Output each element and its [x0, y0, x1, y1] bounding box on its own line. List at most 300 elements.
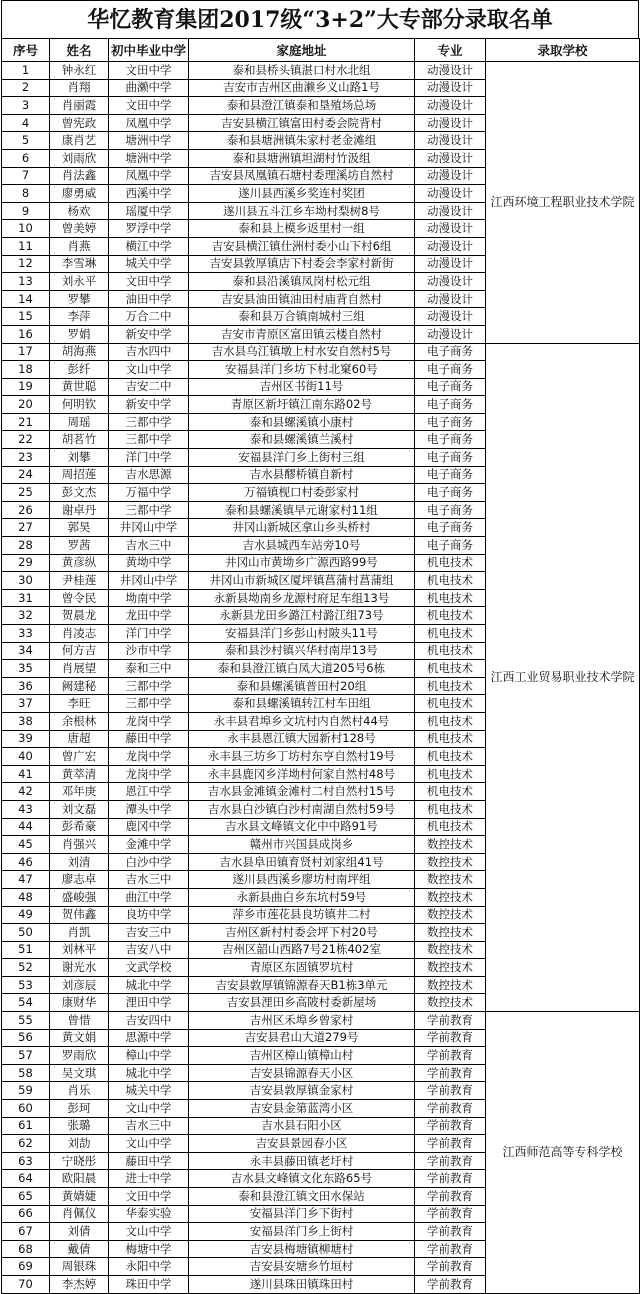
- major-cell: 电子商务: [415, 378, 486, 396]
- middle-school-cell: 吉水思源: [109, 466, 189, 484]
- major-cell: 电子商务: [415, 537, 486, 555]
- major-cell: 动漫设计: [415, 308, 486, 326]
- student-name-cell: 曾广宏: [50, 748, 109, 766]
- home-address-cell: 吉州区韶山西路7号21栋402室: [189, 941, 415, 959]
- row-no-cell: 47: [2, 871, 50, 889]
- middle-school-cell: 浬田中学: [109, 994, 189, 1012]
- major-cell: 电子商务: [415, 396, 486, 414]
- admission-school-cell: 江西环境工程职业技术学院: [486, 62, 640, 344]
- home-address-cell: 永新县坳南乡龙源村府足车组13号: [189, 589, 415, 607]
- middle-school-cell: 城北中学: [109, 1064, 189, 1082]
- row-no-cell: 2: [2, 79, 50, 97]
- home-address-cell: 泰和县澄江镇文田水保站: [189, 1188, 415, 1206]
- student-name-cell: 彭珂: [50, 1100, 109, 1118]
- row-no-cell: 7: [2, 167, 50, 185]
- row-no-cell: 12: [2, 255, 50, 273]
- home-address-cell: 吉安市青原区富田镇云楼自然村: [189, 325, 415, 343]
- middle-school-cell: 沙市中学: [109, 642, 189, 660]
- major-cell: 数控技术: [415, 853, 486, 871]
- student-name-cell: 肖凌志: [50, 625, 109, 643]
- major-cell: 学前教育: [415, 1082, 486, 1100]
- student-name-cell: 曾宪政: [50, 114, 109, 132]
- middle-school-cell: 吉安八中: [109, 941, 189, 959]
- major-cell: 机电技术: [415, 554, 486, 572]
- row-no-cell: 8: [2, 185, 50, 203]
- major-cell: 电子商务: [415, 343, 486, 361]
- student-name-cell: 周瑶: [50, 413, 109, 431]
- row-no-cell: 54: [2, 994, 50, 1012]
- middle-school-cell: 横江中学: [109, 237, 189, 255]
- major-cell: 机电技术: [415, 589, 486, 607]
- middle-school-cell: 井冈山中学: [109, 519, 189, 537]
- row-no-cell: 66: [2, 1205, 50, 1223]
- row-no-cell: 5: [2, 132, 50, 150]
- student-name-cell: 吴文琪: [50, 1064, 109, 1082]
- student-name-cell: 曾令民: [50, 589, 109, 607]
- row-no-cell: 31: [2, 589, 50, 607]
- middle-school-cell: 文武学校: [109, 959, 189, 977]
- major-cell: 电子商务: [415, 361, 486, 379]
- row-no-cell: 30: [2, 572, 50, 590]
- middle-school-cell: 珠田中学: [109, 1275, 189, 1293]
- student-name-cell: 周银珠: [50, 1258, 109, 1276]
- home-address-cell: 泰和县螺溪镇兰溪村: [189, 431, 415, 449]
- row-no-cell: 26: [2, 501, 50, 519]
- major-cell: 机电技术: [415, 730, 486, 748]
- row-no-cell: 70: [2, 1275, 50, 1293]
- major-cell: 电子商务: [415, 449, 486, 467]
- student-name-cell: 张璐: [50, 1117, 109, 1135]
- major-cell: 机电技术: [415, 607, 486, 625]
- home-address-cell: 吉水县文峰镇文化东路65号: [189, 1170, 415, 1188]
- middle-school-cell: 坳南中学: [109, 589, 189, 607]
- home-address-cell: 泰和县上模乡返里村一组: [189, 220, 415, 238]
- student-name-cell: 何明钦: [50, 396, 109, 414]
- middle-school-cell: 龙岗中学: [109, 765, 189, 783]
- home-address-cell: 吉水县城西车站旁10号: [189, 537, 415, 555]
- student-name-cell: 彭文杰: [50, 484, 109, 502]
- student-name-cell: 肖凯: [50, 924, 109, 942]
- major-cell: 数控技术: [415, 976, 486, 994]
- major-cell: 动漫设计: [415, 325, 486, 343]
- row-no-cell: 38: [2, 712, 50, 730]
- home-address-cell: 吉安县敦厚镇金家村: [189, 1082, 415, 1100]
- home-address-cell: 安福县洋门乡上街村: [189, 1223, 415, 1241]
- student-name-cell: 杨欢: [50, 202, 109, 220]
- home-address-cell: 吉安县景园春小区: [189, 1135, 415, 1153]
- row-no-cell: 41: [2, 765, 50, 783]
- middle-school-cell: 城关中学: [109, 1082, 189, 1100]
- student-name-cell: 胡海燕: [50, 343, 109, 361]
- student-name-cell: 邓年庚: [50, 783, 109, 801]
- middle-school-cell: 文田中学: [109, 62, 189, 80]
- table-row: [2, 62, 640, 80]
- middle-school-cell: 三都中学: [109, 695, 189, 713]
- major-cell: 机电技术: [415, 695, 486, 713]
- row-no-cell: 21: [2, 413, 50, 431]
- student-name-cell: 李杰婷: [50, 1275, 109, 1293]
- major-cell: 数控技术: [415, 959, 486, 977]
- student-name-cell: 戴倩: [50, 1240, 109, 1258]
- major-cell: 机电技术: [415, 783, 486, 801]
- student-name-cell: 罗茜: [50, 537, 109, 555]
- student-name-cell: 黄婧婕: [50, 1188, 109, 1206]
- student-name-cell: 贺伟鑫: [50, 906, 109, 924]
- student-name-cell: 黄萃清: [50, 765, 109, 783]
- home-address-cell: 泰和县澄江镇白凤大道205号6栋: [189, 660, 415, 678]
- major-cell: 学前教育: [415, 1223, 486, 1241]
- student-name-cell: 罗攀: [50, 290, 109, 308]
- major-cell: 动漫设计: [415, 220, 486, 238]
- home-address-cell: 吉安县金第蓝湾小区: [189, 1100, 415, 1118]
- row-no-cell: 50: [2, 924, 50, 942]
- major-cell: 动漫设计: [415, 167, 486, 185]
- home-address-cell: 永丰县鹿冈乡洋坳村何家自然村48号: [189, 765, 415, 783]
- student-name-cell: 宁晓彤: [50, 1152, 109, 1170]
- home-address-cell: 吉安县安塘乡竹垣村: [189, 1258, 415, 1276]
- row-no-cell: 10: [2, 220, 50, 238]
- major-cell: 机电技术: [415, 712, 486, 730]
- row-no-cell: 67: [2, 1223, 50, 1241]
- student-name-cell: 黄彦纵: [50, 554, 109, 572]
- admission-school-cell: 江西工业贸易职业技术学院: [486, 343, 640, 1012]
- middle-school-cell: 樟山中学: [109, 1047, 189, 1065]
- home-address-cell: 吉安县锦源春天小区: [189, 1064, 415, 1082]
- student-name-cell: 胡茗竹: [50, 431, 109, 449]
- major-cell: 学前教育: [415, 1047, 486, 1065]
- home-address-cell: 安福县洋门乡彭山村陂头11号: [189, 625, 415, 643]
- middle-school-cell: 井冈山中学: [109, 572, 189, 590]
- home-address-cell: 吉安县敦厚镇店下村委会李家村新街: [189, 255, 415, 273]
- middle-school-cell: 进士中学: [109, 1170, 189, 1188]
- home-address-cell: 安福县洋门乡下街村: [189, 1205, 415, 1223]
- table-row: [2, 1012, 640, 1030]
- middle-school-cell: 鹿冈中学: [109, 818, 189, 836]
- row-no-cell: 65: [2, 1188, 50, 1206]
- student-name-cell: 刘攀: [50, 449, 109, 467]
- student-name-cell: 刘彦辰: [50, 976, 109, 994]
- row-no-cell: 43: [2, 800, 50, 818]
- major-cell: 机电技术: [415, 748, 486, 766]
- row-no-cell: 68: [2, 1240, 50, 1258]
- header-no: 序号: [2, 39, 50, 62]
- middle-school-cell: 洋门中学: [109, 625, 189, 643]
- row-no-cell: 37: [2, 695, 50, 713]
- student-name-cell: 李雪琳: [50, 255, 109, 273]
- home-address-cell: 吉安市吉州区曲濑乡义山路1号: [189, 79, 415, 97]
- middle-school-cell: 白沙中学: [109, 853, 189, 871]
- middle-school-cell: 三都中学: [109, 501, 189, 519]
- major-cell: 学前教育: [415, 1117, 486, 1135]
- middle-school-cell: 城关中学: [109, 255, 189, 273]
- student-name-cell: 钟永红: [50, 62, 109, 80]
- major-cell: 学前教育: [415, 1135, 486, 1153]
- middle-school-cell: 良坊中学: [109, 906, 189, 924]
- middle-school-cell: 瑶厦中学: [109, 202, 189, 220]
- row-no-cell: 62: [2, 1135, 50, 1153]
- student-name-cell: 曾美婷: [50, 220, 109, 238]
- major-cell: 动漫设计: [415, 237, 486, 255]
- student-name-cell: 刘劼: [50, 1135, 109, 1153]
- student-name-cell: 彭希豪: [50, 818, 109, 836]
- student-name-cell: 肖佩仪: [50, 1205, 109, 1223]
- home-address-cell: 吉安县油田镇油田村庙背自然村: [189, 290, 415, 308]
- student-name-cell: 何方吉: [50, 642, 109, 660]
- row-no-cell: 18: [2, 361, 50, 379]
- major-cell: 数控技术: [415, 836, 486, 854]
- row-no-cell: 20: [2, 396, 50, 414]
- middle-school-cell: 恩江中学: [109, 783, 189, 801]
- header-major: 专业: [415, 39, 486, 62]
- home-address-cell: 泰和县螺溪镇小康村: [189, 413, 415, 431]
- row-no-cell: 36: [2, 677, 50, 695]
- home-address-cell: 永新县曲白乡东坑村59号: [189, 888, 415, 906]
- student-name-cell: 李旺: [50, 695, 109, 713]
- middle-school-cell: 吉水三中: [109, 1117, 189, 1135]
- major-cell: 动漫设计: [415, 62, 486, 80]
- header-admission-school: 录取学校: [486, 39, 640, 62]
- row-no-cell: 33: [2, 625, 50, 643]
- student-name-cell: 欧阳晨: [50, 1170, 109, 1188]
- row-no-cell: 56: [2, 1029, 50, 1047]
- home-address-cell: 万福镇枧口村委彭家村: [189, 484, 415, 502]
- home-address-cell: 吉州区樟山镇樟山村: [189, 1047, 415, 1065]
- home-address-cell: 安福县洋门乡上街村三组: [189, 449, 415, 467]
- student-name-cell: 黄文娟: [50, 1029, 109, 1047]
- row-no-cell: 35: [2, 660, 50, 678]
- major-cell: 数控技术: [415, 906, 486, 924]
- home-address-cell: 吉水县醪桥镇自新村: [189, 466, 415, 484]
- middle-school-cell: 吉水三中: [109, 537, 189, 555]
- middle-school-cell: 三都中学: [109, 677, 189, 695]
- table-header-row: [2, 39, 640, 62]
- home-address-cell: 遂川县五斗江乡车坳村梨树8号: [189, 202, 415, 220]
- major-cell: 机电技术: [415, 818, 486, 836]
- row-no-cell: 60: [2, 1100, 50, 1118]
- major-cell: 动漫设计: [415, 202, 486, 220]
- row-no-cell: 25: [2, 484, 50, 502]
- home-address-cell: 吉水县阜田镇育贤村刘家组41号: [189, 853, 415, 871]
- middle-school-cell: 万合二中: [109, 308, 189, 326]
- row-no-cell: 29: [2, 554, 50, 572]
- middle-school-cell: 新安中学: [109, 325, 189, 343]
- row-no-cell: 49: [2, 906, 50, 924]
- middle-school-cell: 城北中学: [109, 976, 189, 994]
- student-name-cell: 罗娟: [50, 325, 109, 343]
- home-address-cell: 井冈山市黄坳乡广源西路99号: [189, 554, 415, 572]
- home-address-cell: 永丰县三坊乡丁坊村东亨自然村19号: [189, 748, 415, 766]
- major-cell: 机电技术: [415, 625, 486, 643]
- row-no-cell: 27: [2, 519, 50, 537]
- student-name-cell: 刘倩: [50, 1223, 109, 1241]
- home-address-cell: 永新县龙田乡潞江村潞江组73号: [189, 607, 415, 625]
- row-no-cell: 44: [2, 818, 50, 836]
- middle-school-cell: 西溪中学: [109, 185, 189, 203]
- row-no-cell: 58: [2, 1064, 50, 1082]
- major-cell: 数控技术: [415, 924, 486, 942]
- row-no-cell: 40: [2, 748, 50, 766]
- student-name-cell: 肖燕: [50, 237, 109, 255]
- major-cell: 动漫设计: [415, 290, 486, 308]
- middle-school-cell: 文山中学: [109, 1135, 189, 1153]
- middle-school-cell: 凤凰中学: [109, 167, 189, 185]
- middle-school-cell: 文田中学: [109, 1188, 189, 1206]
- home-address-cell: 萍乡市莲花县良坊镇井二村: [189, 906, 415, 924]
- student-name-cell: 肖翔: [50, 79, 109, 97]
- row-no-cell: 23: [2, 449, 50, 467]
- home-address-cell: 赣州市兴国县成岗乡: [189, 836, 415, 854]
- table-body: [2, 62, 640, 1294]
- home-address-cell: 遂川县西溪乡奖连村奖团: [189, 185, 415, 203]
- home-address-cell: 青原区新圩镇江南东路02号: [189, 396, 415, 414]
- student-name-cell: 刘林平: [50, 941, 109, 959]
- row-no-cell: 4: [2, 114, 50, 132]
- home-address-cell: 吉安县敦厚镇锦源春天B1栋3单元: [189, 976, 415, 994]
- major-cell: 机电技术: [415, 765, 486, 783]
- admission-school-cell: 江西师范高等专科学校: [486, 1012, 640, 1294]
- row-no-cell: 52: [2, 959, 50, 977]
- student-name-cell: 肖法鑫: [50, 167, 109, 185]
- row-no-cell: 55: [2, 1012, 50, 1030]
- header-address: 家庭地址: [189, 39, 415, 62]
- middle-school-cell: 罗浮中学: [109, 220, 189, 238]
- major-cell: 学前教育: [415, 1012, 486, 1030]
- row-no-cell: 34: [2, 642, 50, 660]
- home-address-cell: 吉州区禾埠乡曾家村: [189, 1012, 415, 1030]
- row-no-cell: 16: [2, 325, 50, 343]
- major-cell: 学前教育: [415, 1205, 486, 1223]
- middle-school-cell: 吉安二中: [109, 378, 189, 396]
- student-name-cell: 刘清: [50, 853, 109, 871]
- student-name-cell: 肖展望: [50, 660, 109, 678]
- home-address-cell: 吉水县乌江镇墩上村水安自然村5号: [189, 343, 415, 361]
- home-address-cell: 泰和县澄江镇泰和垦殖场总场: [189, 97, 415, 115]
- student-name-cell: 廖勇威: [50, 185, 109, 203]
- row-no-cell: 46: [2, 853, 50, 871]
- student-name-cell: 刘永平: [50, 273, 109, 291]
- home-address-cell: 泰和县塘洲镇坦湖村竹汲组: [189, 149, 415, 167]
- row-no-cell: 15: [2, 308, 50, 326]
- middle-school-cell: 华泰实验: [109, 1205, 189, 1223]
- page-title: 华忆教育集团2017级“3+2”大专部分录取名单: [1, 0, 639, 38]
- middle-school-cell: 龙岗中学: [109, 712, 189, 730]
- table-row: [2, 343, 640, 361]
- row-no-cell: 17: [2, 343, 50, 361]
- middle-school-cell: 三都中学: [109, 431, 189, 449]
- major-cell: 学前教育: [415, 1188, 486, 1206]
- middle-school-cell: 塘洲中学: [109, 149, 189, 167]
- home-address-cell: 吉水县石阳小区: [189, 1117, 415, 1135]
- middle-school-cell: 金滩中学: [109, 836, 189, 854]
- home-address-cell: 吉水县文峰镇文化中中路91号: [189, 818, 415, 836]
- row-no-cell: 39: [2, 730, 50, 748]
- home-address-cell: 泰和县塘洲镇朱家村老金滩组: [189, 132, 415, 150]
- header-school: 初中毕业中学: [109, 39, 189, 62]
- home-address-cell: 泰和县沙村镇兴华村南岸13号: [189, 642, 415, 660]
- middle-school-cell: 塘洲中学: [109, 132, 189, 150]
- major-cell: 动漫设计: [415, 185, 486, 203]
- major-cell: 动漫设计: [415, 149, 486, 167]
- middle-school-cell: 吉水三中: [109, 871, 189, 889]
- row-no-cell: 14: [2, 290, 50, 308]
- major-cell: 电子商务: [415, 413, 486, 431]
- row-no-cell: 64: [2, 1170, 50, 1188]
- row-no-cell: 63: [2, 1152, 50, 1170]
- middle-school-cell: 文山中学: [109, 361, 189, 379]
- major-cell: 数控技术: [415, 871, 486, 889]
- middle-school-cell: 藤田中学: [109, 730, 189, 748]
- middle-school-cell: 吉水四中: [109, 343, 189, 361]
- major-cell: 数控技术: [415, 994, 486, 1012]
- row-no-cell: 61: [2, 1117, 50, 1135]
- middle-school-cell: 梅塘中学: [109, 1240, 189, 1258]
- middle-school-cell: 凤凰中学: [109, 114, 189, 132]
- row-no-cell: 51: [2, 941, 50, 959]
- student-name-cell: 贺晨龙: [50, 607, 109, 625]
- student-name-cell: 郭昊: [50, 519, 109, 537]
- middle-school-cell: 文田中学: [109, 97, 189, 115]
- student-name-cell: 谢光水: [50, 959, 109, 977]
- major-cell: 学前教育: [415, 1029, 486, 1047]
- home-address-cell: 吉安县梅塘镇柳塘村: [189, 1240, 415, 1258]
- major-cell: 学前教育: [415, 1258, 486, 1276]
- home-address-cell: 永丰县恩江镇大园新村128号: [189, 730, 415, 748]
- middle-school-cell: 泰和三中: [109, 660, 189, 678]
- student-name-cell: 彭纤: [50, 361, 109, 379]
- row-no-cell: 13: [2, 273, 50, 291]
- home-address-cell: 吉安县浬田乡高陂村委新屋场: [189, 994, 415, 1012]
- admission-table: [1, 38, 640, 1294]
- student-name-cell: 肖强兴: [50, 836, 109, 854]
- row-no-cell: 48: [2, 888, 50, 906]
- home-address-cell: 吉安县君山大道279号: [189, 1029, 415, 1047]
- row-no-cell: 11: [2, 237, 50, 255]
- home-address-cell: 泰和县沿溪镇凤岗村松元组: [189, 273, 415, 291]
- row-no-cell: 32: [2, 607, 50, 625]
- home-address-cell: 安福县洋门乡坊下村北窠60号: [189, 361, 415, 379]
- student-name-cell: 肖丽霞: [50, 97, 109, 115]
- student-name-cell: 余根林: [50, 712, 109, 730]
- home-address-cell: 吉水县金滩镇金滩村二村自然村15号: [189, 783, 415, 801]
- middle-school-cell: 曲江中学: [109, 888, 189, 906]
- major-cell: 学前教育: [415, 1152, 486, 1170]
- header-name: 姓名: [50, 39, 109, 62]
- middle-school-cell: 藤田中学: [109, 1152, 189, 1170]
- home-address-cell: 吉州区新村村委会坪下村20号: [189, 924, 415, 942]
- home-address-cell: 井冈山市新城区厦坪镇菖蒲村菖蒲组: [189, 572, 415, 590]
- student-name-cell: 刘雨欣: [50, 149, 109, 167]
- home-address-cell: 泰和县万合镇南城村三组: [189, 308, 415, 326]
- middle-school-cell: 万福中学: [109, 484, 189, 502]
- home-address-cell: 吉安县凤凰镇石塘村委理溪坊自然村: [189, 167, 415, 185]
- middle-school-cell: 潭头中学: [109, 800, 189, 818]
- row-no-cell: 22: [2, 431, 50, 449]
- student-name-cell: 阙建秘: [50, 677, 109, 695]
- row-no-cell: 24: [2, 466, 50, 484]
- major-cell: 动漫设计: [415, 132, 486, 150]
- middle-school-cell: 新安中学: [109, 396, 189, 414]
- middle-school-cell: 文田中学: [109, 273, 189, 291]
- middle-school-cell: 思源中学: [109, 1029, 189, 1047]
- major-cell: 机电技术: [415, 677, 486, 695]
- student-name-cell: 周招莲: [50, 466, 109, 484]
- major-cell: 动漫设计: [415, 79, 486, 97]
- middle-school-cell: 龙岗中学: [109, 748, 189, 766]
- student-name-cell: 谢卓丹: [50, 501, 109, 519]
- student-name-cell: 唐超: [50, 730, 109, 748]
- student-name-cell: 廖志卓: [50, 871, 109, 889]
- major-cell: 数控技术: [415, 941, 486, 959]
